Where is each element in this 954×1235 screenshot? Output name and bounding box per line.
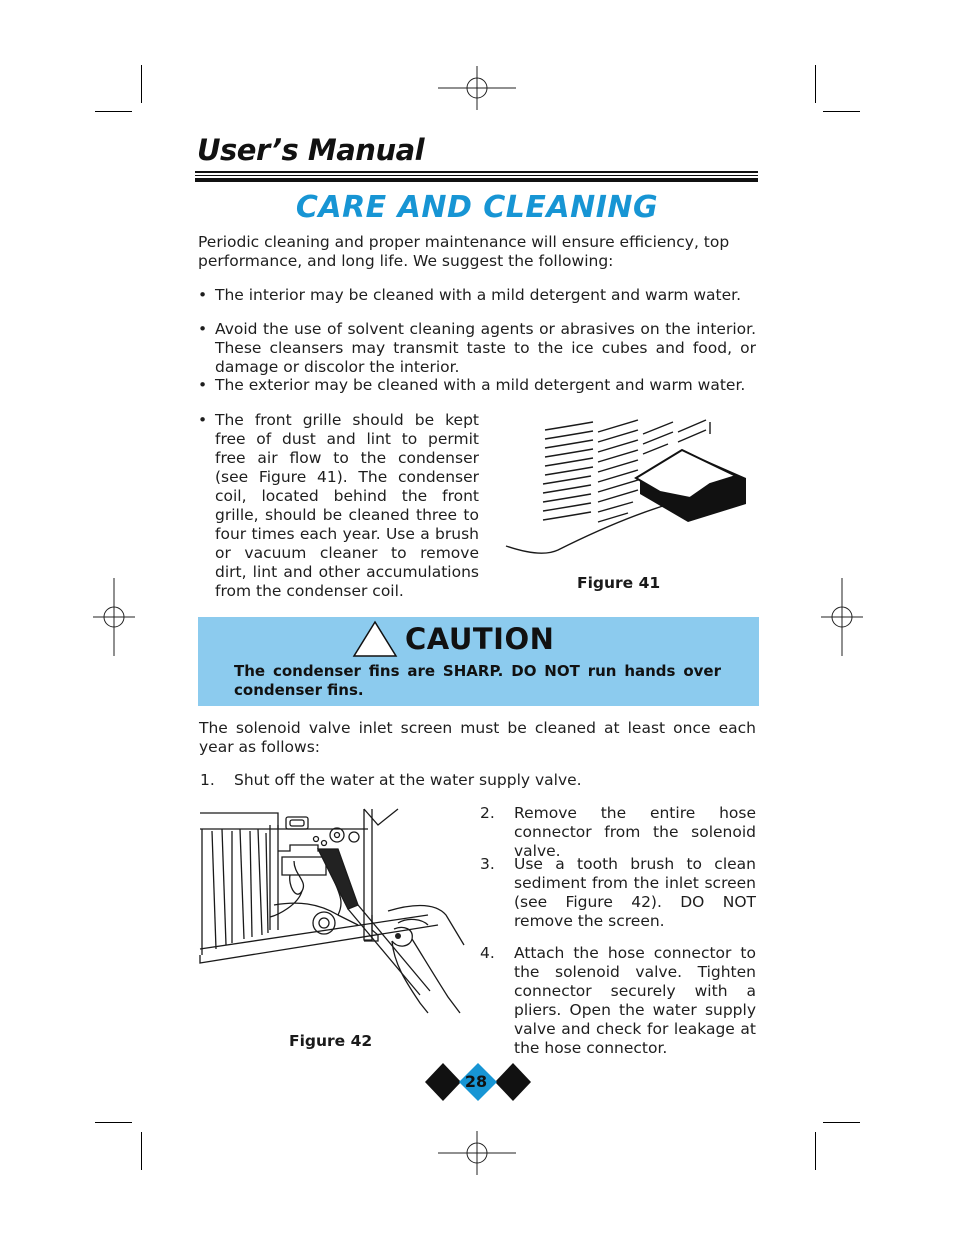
bullet-text: The interior may be cleaned with a mild detergent and warm water.: [215, 286, 742, 304]
step-number: 4.: [480, 944, 495, 962]
bullet-solvents: [198, 320, 756, 377]
manual-title: User’s Manual: [197, 133, 425, 167]
figure-41-caption: Figure 41: [577, 574, 661, 592]
step-text: Remove the entire hose connector from the solenoid valve.: [514, 804, 756, 860]
registration-mark-top: [438, 66, 516, 110]
bullet-exterior: [198, 376, 756, 395]
bullet-marker: •: [198, 411, 208, 429]
registration-mark-bottom: [438, 1131, 516, 1175]
figure-42-illustration: [198, 805, 466, 1015]
step-text: Attach the hose connector to the solenoid valve. Tighten connector securely with a pliers. Open the water supply valve and check for leakage at the hose connector.: [514, 944, 756, 1057]
step-number: 2.: [480, 804, 495, 822]
bullet-marker: •: [198, 320, 208, 338]
caution-title: CAUTION: [405, 622, 555, 656]
bullet-front-grille: [198, 411, 479, 601]
step-text: Use a tooth brush to clean sediment from the inlet screen (see Figure 42). DO NOT remove the screen.: [514, 855, 756, 930]
figure-41-illustration: [500, 412, 760, 562]
caution-text: The condenser fins are SHARP. DO NOT run hands over condenser fins.: [234, 662, 721, 699]
intro-paragraph: Periodic cleaning and proper maintenance will ensure efficiency, top performance, and long life. We suggest the following:: [198, 233, 730, 270]
registration-mark-right: [821, 578, 863, 656]
bullet-text: Avoid the use of solvent cleaning agents or abrasives on the interior. These cleansers may transmit taste to the ice cubes and food, or damage or discolor the interior.: [215, 320, 756, 376]
bullet-marker: •: [198, 286, 208, 304]
figure-42-caption: Figure 42: [289, 1032, 373, 1050]
bullet-text: The exterior may be cleaned with a mild detergent and warm water.: [215, 376, 746, 394]
solenoid-intro: The solenoid valve inlet screen must be cleaned at least once each year as follows:: [199, 719, 756, 756]
registration-mark-left: [93, 578, 135, 656]
warning-triangle-icon: [352, 620, 398, 658]
step-number: 1.: [200, 771, 215, 789]
step-3: [480, 855, 756, 931]
step-4: [480, 944, 756, 1058]
bullet-interior: [198, 286, 756, 305]
step-2: [480, 804, 756, 860]
step-text: Shut off the water at the water supply valve.: [234, 771, 582, 789]
bullet-marker: •: [198, 376, 208, 394]
step-number: 3.: [480, 855, 495, 873]
bullet-text: The front grille should be kept free of dust and lint to permit free air flow to the condenser (see Figure 41). The condenser coil, located behind the front grille, should be cleaned three to four times each year. Use a brush or vacuum cleaner to remove dirt, lint and other accumulations from the condenser coil.: [215, 411, 479, 600]
page-number: 28: [464, 1072, 488, 1091]
section-title: CARE AND CLEANING: [295, 190, 659, 225]
step-1: [200, 771, 760, 790]
